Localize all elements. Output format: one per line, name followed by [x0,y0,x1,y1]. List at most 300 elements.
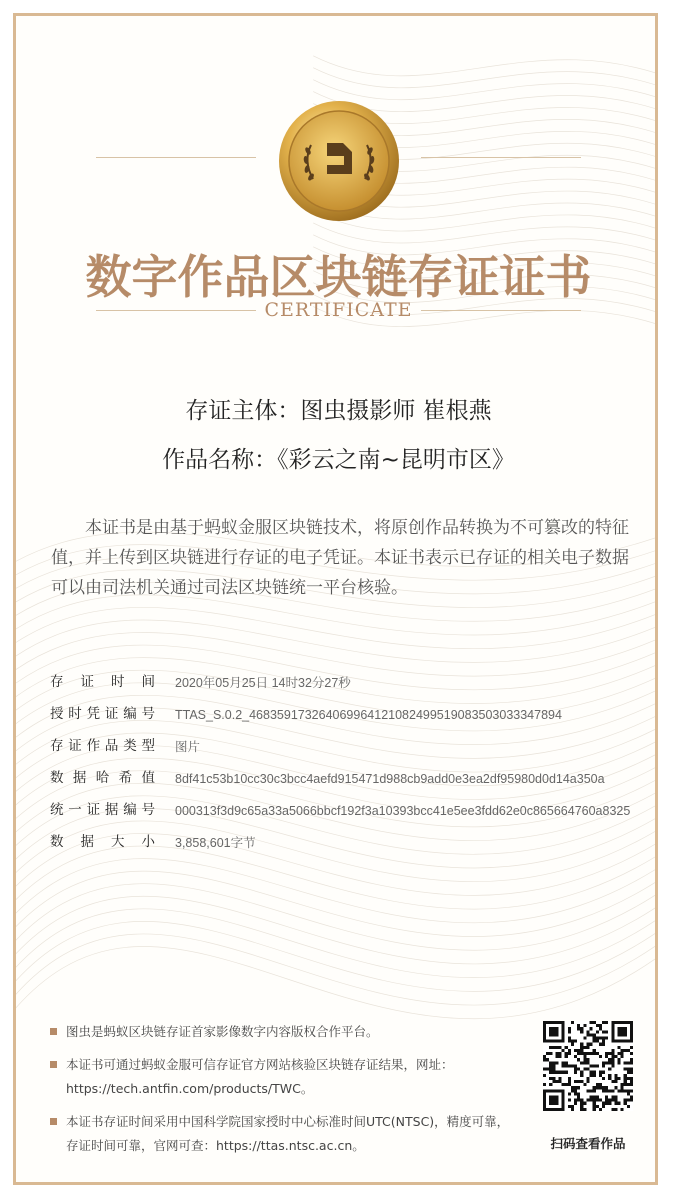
qr-module [627,1092,630,1095]
qr-module [614,1055,617,1058]
qr-module [617,1046,620,1049]
qr-module [568,1027,571,1030]
qr-module [590,1089,593,1092]
qr-module [599,1074,602,1077]
qr-module [580,1061,583,1064]
qr-module [605,1095,608,1098]
qr-module [586,1046,589,1049]
qr-module [596,1052,599,1055]
qr-module [593,1074,596,1077]
qr-module [630,1089,633,1092]
qr-module [555,1071,558,1074]
qr-module [549,1052,552,1055]
qr-module [580,1102,583,1105]
qr-module [590,1095,593,1098]
qr-module [611,1055,614,1058]
qr-module [611,1089,614,1092]
qr-module [559,1052,562,1055]
qr-module [599,1027,602,1030]
qr-module [552,1046,555,1049]
qr-module [614,1102,617,1105]
qr-module [546,1068,549,1071]
qr-module [624,1074,627,1077]
qr-module [621,1083,624,1086]
qr-module [571,1040,574,1043]
qr-module [590,1071,593,1074]
qr-module [599,1086,602,1089]
qr-module [627,1089,630,1092]
qr-module [624,1061,627,1064]
qr-module [549,1046,552,1049]
qr-module [543,1074,546,1077]
qr-module [555,1055,558,1058]
info-value: 2020年05月25日 14时32分27秒 [175,676,351,690]
wave-line [16,895,655,991]
qr-module [580,1027,583,1030]
qr-module [596,1064,599,1067]
qr-module [614,1086,617,1089]
qr-module [596,1024,599,1027]
notes-list [50,1020,520,1167]
note-text: 本证书可通过蚂蚁金服可信存证官方网站核验区块链存证结果，网址：https://tech.antfin.com/products/TWC。 [66,1057,454,1096]
info-value: 8df41c53b10cc30c3bcc4aefd915471d988cb9add0e3ea2df95980d0d14a350a [175,772,605,786]
qr-module [617,1102,620,1105]
qr-module [546,1058,549,1061]
qr-module [608,1061,611,1064]
qr-module [605,1099,608,1102]
qr-module [577,1049,580,1052]
qr-module [583,1068,586,1071]
qr-module [580,1052,583,1055]
qr-module [617,1058,620,1061]
info-row [50,801,640,833]
qr-module [571,1086,574,1089]
wave-line [16,920,655,1019]
qr-module [624,1083,627,1086]
qr-module [574,1068,577,1071]
qr-module [586,1061,589,1064]
qr-module [627,1061,630,1064]
qr-module [586,1052,589,1055]
qr-module [593,1086,596,1089]
qr-module [549,1077,552,1080]
qr-module [608,1099,611,1102]
qr-module [590,1027,593,1030]
qr-module [627,1071,630,1074]
qr-module [590,1033,593,1036]
qr-module [599,1108,602,1111]
qr-module [627,1068,630,1071]
wave-line [16,858,655,949]
qr-module [608,1089,611,1092]
work-name-line: 作品名称：《彩云之南~昆明市区》 [162,447,515,473]
qr-module [617,1052,620,1055]
qr-module [621,1089,624,1092]
qr-module [599,1099,602,1102]
qr-module [590,1021,593,1024]
qr-module [568,1080,571,1083]
qr-module [555,1052,558,1055]
qr-module [580,1074,583,1077]
qr-module [599,1037,602,1040]
qr-module [549,1061,552,1064]
qr-code-icon[interactable] [543,1021,633,1111]
qr-finder [617,1027,626,1036]
square-bullet-icon [50,1028,57,1035]
qr-module [621,1052,624,1055]
qr-module [574,1055,577,1058]
qr-module [590,1052,593,1055]
qr-module [602,1077,605,1080]
qr-module [593,1033,596,1036]
qr-module [565,1071,568,1074]
qr-module [568,1037,571,1040]
qr-module [630,1095,633,1098]
qr-module [577,1099,580,1102]
note-text: 图虫是蚂蚁区块链存证首家影像数字内容版权合作平台。 [66,1024,379,1039]
qr-module [549,1068,552,1071]
qr-module [593,1105,596,1108]
qr-module [624,1089,627,1092]
qr-module [574,1099,577,1102]
qr-module [596,1099,599,1102]
qr-module [602,1071,605,1074]
qr-module [605,1086,608,1089]
qr-module [568,1099,571,1102]
header-divider-left [96,157,256,158]
qr-module [614,1080,617,1083]
qr-module [602,1037,605,1040]
qr-module [552,1064,555,1067]
qr-module [559,1046,562,1049]
qr-module [596,1105,599,1108]
qr-module [617,1077,620,1080]
qr-module [574,1089,577,1092]
qr-module [605,1061,608,1064]
qr-finder [549,1095,558,1104]
qr-module [596,1037,599,1040]
info-value: 3,858,601字节 [175,836,256,850]
qr-module [593,1021,596,1024]
qr-module [593,1089,596,1092]
qr-module [586,1030,589,1033]
qr-module [543,1055,546,1058]
qr-module [577,1092,580,1095]
info-label: 存证时间 [50,674,155,690]
qr-module [605,1030,608,1033]
qr-module [608,1052,611,1055]
qr-module [571,1021,574,1024]
qr-module [605,1089,608,1092]
qr-module [568,1040,571,1043]
qr-module [577,1052,580,1055]
qr-module [627,1077,630,1080]
qr-module [559,1080,562,1083]
qr-module [580,1043,583,1046]
qr-module [617,1061,620,1064]
qr-module [583,1061,586,1064]
qr-module [630,1071,633,1074]
qr-module [621,1055,624,1058]
qr-module [624,1049,627,1052]
qr-module [611,1099,614,1102]
qr-module [577,1086,580,1089]
info-row [50,833,640,865]
info-row [50,673,640,705]
qr-module [605,1102,608,1105]
qr-module [565,1046,568,1049]
qr-module [568,1092,571,1095]
qr-module [574,1086,577,1089]
qr-module [577,1058,580,1061]
qr-module [583,1083,586,1086]
qr-module [577,1024,580,1027]
qr-module [621,1086,624,1089]
qr-module [614,1108,617,1111]
qr-module [583,1055,586,1058]
wave-line [16,908,655,1005]
qr-module [593,1064,596,1067]
qr-module [624,1099,627,1102]
qr-module [593,1040,596,1043]
qr-module [602,1043,605,1046]
qr-module [599,1055,602,1058]
info-value: 图片 [175,740,201,754]
qr-module [562,1083,565,1086]
qr-module [571,1064,574,1067]
qr-module [605,1052,608,1055]
qr-module [580,1046,583,1049]
qr-module [552,1061,555,1064]
wave-line [16,883,655,977]
qr-module [593,1052,596,1055]
qr-module [568,1049,571,1052]
qr-module [574,1080,577,1083]
qr-module [599,1071,602,1074]
qr-module [590,1074,593,1077]
qr-module [571,1105,574,1108]
certificate-description: 本证书是由基于蚂蚁金服区块链技术，将原创作品转换为不可篡改的特征值，并上传到区块链进行存证的电子凭证。本证书表示已存证的相关电子数据可以由司法机关通过司法区块链统一平台核验。 [51,518,629,598]
qr-module [583,1052,586,1055]
qr-module [580,1030,583,1033]
qr-module [580,1080,583,1083]
qr-module [593,1037,596,1040]
qr-module [577,1027,580,1030]
qr-module [602,1021,605,1024]
owner-line: 存证主体：图虫摄影师 崔根燕 [185,398,492,424]
qr-module [543,1058,546,1061]
qr-module [574,1040,577,1043]
qr-module [559,1071,562,1074]
qr-module [602,1105,605,1108]
qr-module [552,1077,555,1080]
qr-module [611,1108,614,1111]
qr-module [599,1083,602,1086]
qr-module [624,1080,627,1083]
info-label: 存证作品类型 [50,738,155,754]
qr-module [568,1064,571,1067]
qr-module [586,1080,589,1083]
qr-module [565,1052,568,1055]
qr-module [593,1049,596,1052]
note-text: 本证书存证时间采用中国科学院国家授时中心标准时间UTC(NTSC)，精度可靠，存证时间可靠，官网可查：https://ttas.ntsc.ac.cn。 [66,1114,510,1153]
qr-module [574,1071,577,1074]
qr-module [586,1058,589,1061]
qr-module [571,1108,574,1111]
qr-module [577,1095,580,1098]
square-bullet-icon [50,1061,57,1068]
certificate-title: 数字作品区块链存证证书 [85,250,592,304]
qr-module [574,1049,577,1052]
info-label: 统一证据编号 [50,802,155,818]
qr-module [593,1102,596,1105]
qr-module [574,1102,577,1105]
qr-module [583,1108,586,1111]
qr-module [596,1083,599,1086]
qr-module [630,1061,633,1064]
qr-module [593,1071,596,1074]
info-label: 授时凭证编号 [50,706,155,722]
qr-module [614,1074,617,1077]
info-row [50,769,640,801]
qr-module [583,1102,586,1105]
qr-module [562,1049,565,1052]
qr-module [549,1064,552,1067]
qr-module [577,1080,580,1083]
qr-module [627,1083,630,1086]
qr-module [602,1061,605,1064]
qr-module [568,1105,571,1108]
qr-module [546,1052,549,1055]
qr-module [590,1099,593,1102]
qr-module [590,1064,593,1067]
list-item [50,1053,520,1101]
qr-module [586,1099,589,1102]
wave-line [313,68,655,98]
info-row [50,705,640,737]
info-value: 000313f3d9c65a33a5066bbcf192f3a10393bcc41e5ee3fdd62e0c865664760a8325 [175,804,631,818]
qr-module [571,1089,574,1092]
qr-module [586,1089,589,1092]
qr-module [624,1068,627,1071]
qr-module [571,1043,574,1046]
qr-module [627,1049,630,1052]
qr-module [611,1080,614,1083]
qr-module [602,1030,605,1033]
qr-module [596,1040,599,1043]
qr-module [630,1099,633,1102]
qr-module [543,1068,546,1071]
info-value: TTAS_S.0.2_468359173264069964121082499519083503033347894 [175,708,562,722]
qr-module [580,1105,583,1108]
qr-module [611,1052,614,1055]
qr-module [552,1080,555,1083]
qr-module [608,1077,611,1080]
wave-line [313,56,655,86]
qr-module [596,1030,599,1033]
subtitle-divider-right [421,310,581,311]
qr-module [549,1071,552,1074]
laurel-seal-icon [277,99,401,223]
qr-module [630,1080,633,1083]
qr-module [593,1099,596,1102]
qr-module [574,1092,577,1095]
info-table [50,673,640,865]
qr-label: 扫码查看作品 [550,1136,626,1151]
qr-module [580,1099,583,1102]
qr-module [599,1043,602,1046]
qr-module [552,1071,555,1074]
qr-module [611,1095,614,1098]
qr-module [596,1095,599,1098]
qr-module [568,1052,571,1055]
qr-module [580,1049,583,1052]
qr-module [555,1061,558,1064]
qr-module [611,1061,614,1064]
qr-module [555,1046,558,1049]
qr-module [580,1108,583,1111]
qr-module [565,1055,568,1058]
qr-module [608,1074,611,1077]
header-divider-right [421,157,581,158]
square-bullet-icon [50,1118,57,1125]
qr-module [574,1064,577,1067]
qr-module [562,1061,565,1064]
qr-module [611,1058,614,1061]
qr-module [586,1033,589,1036]
qr-module [568,1083,571,1086]
qr-module [602,1089,605,1092]
list-item [50,1020,520,1044]
qr-module [605,1021,608,1024]
qr-module [630,1046,633,1049]
qr-module [552,1068,555,1071]
qr-module [593,1108,596,1111]
qr-module [627,1099,630,1102]
qr-module [614,1077,617,1080]
qr-module [608,1102,611,1105]
qr-module [583,1058,586,1061]
qr-module [590,1043,593,1046]
qr-module [608,1068,611,1071]
qr-module [621,1108,624,1111]
qr-module [583,1037,586,1040]
qr-module [565,1083,568,1086]
qr-module [605,1037,608,1040]
wave-line [16,932,655,1032]
qr-module [630,1052,633,1055]
qr-module [583,1024,586,1027]
qr-module [605,1055,608,1058]
qr-module [608,1058,611,1061]
qr-module [624,1077,627,1080]
qr-module [630,1077,633,1080]
info-label: 数据哈希值 [50,770,155,786]
qr-module [568,1030,571,1033]
list-item [50,1110,520,1158]
qr-module [627,1105,630,1108]
qr-module [586,1043,589,1046]
qr-module [559,1077,562,1080]
qr-module [614,1099,617,1102]
qr-module [614,1095,617,1098]
qr-module [602,1102,605,1105]
qr-module [583,1046,586,1049]
qr-module [617,1089,620,1092]
qr-module [621,1049,624,1052]
qr-module [630,1083,633,1086]
qr-module [602,1040,605,1043]
